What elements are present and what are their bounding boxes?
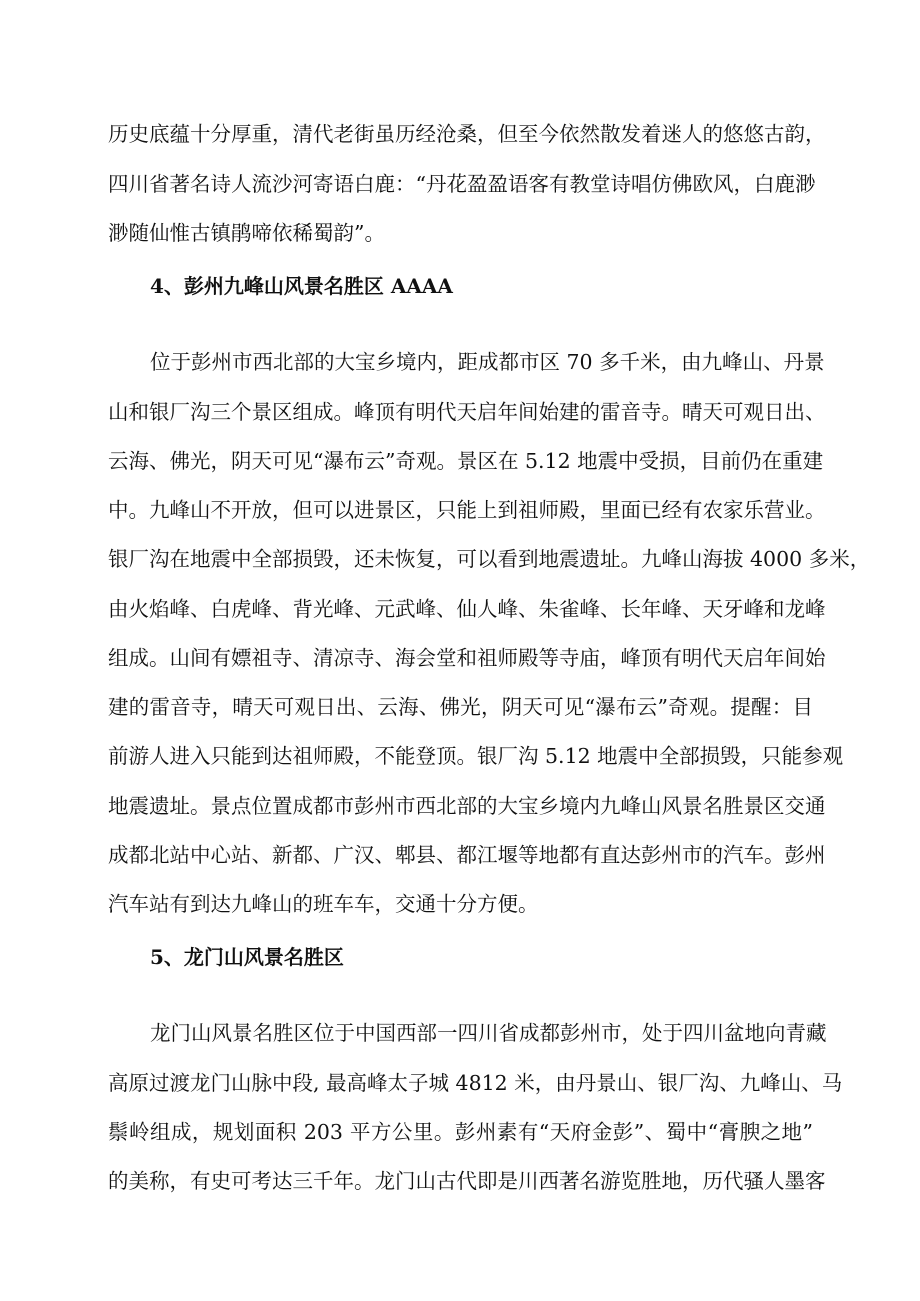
paragraph-line: 前游人进入只能到达祖师殿，不能登顶。银厂沟 5.12 地震中全部损毁，只能参观: [108, 744, 844, 768]
paragraph-line: 位于彭州市西北部的大宝乡境内，距成都市区 70 多千米，由九峰山、丹景: [150, 350, 825, 374]
paragraph-line: 鬃岭组成，规划面积 203 平方公里。彭州素有“天府金彭”、蜀中“膏腴之地”: [108, 1120, 813, 1144]
paragraph-line: 成都北站中心站、新都、广汉、郫县、都江堰等地都有直达彭州市的汽车。彭州: [108, 843, 826, 867]
paragraph-line: 四川省著名诗人流沙河寄语白鹿：“丹花盈盈语客有教堂诗唱仿佛欧风，白鹿渺: [108, 172, 816, 196]
paragraph-line: 中。九峰山不开放，但可以进景区，只能上到祖师殿，里面已经有农家乐营业。: [108, 498, 826, 522]
paragraph-line: 组成。山间有嫖祖寺、清凉寺、海会堂和祖师殿等寺庙，峰顶有明代天启年间始: [108, 646, 826, 670]
section-heading-4: 4、彭州九峰山风景名胜区 AAAA: [150, 274, 453, 298]
paragraph-line: 云海、佛光，阴天可见“瀑布云”奇观。景区在 5.12 地震中受损，目前仍在重建: [108, 449, 824, 473]
paragraph-line: 银厂沟在地震中全部损毁，还未恢复，可以看到地震遗址。九峰山海拔 4000 多米，: [108, 547, 871, 571]
paragraph-line: 高原过渡龙门山脉中段, 最高峰太子城 4812 米，由丹景山、银厂沟、九峰山、马: [108, 1071, 843, 1095]
paragraph-line: 汽车站有到达九峰山的班车车，交通十分方便。: [108, 892, 539, 916]
section-heading-5: 5、龙门山风景名胜区: [150, 945, 344, 969]
paragraph-line: 山和银厂沟三个景区组成。峰顶有明代天启年间始建的雷音寺。晴天可观日出、: [108, 400, 826, 424]
paragraph-line: 历史底蕴十分厚重，清代老街虽历经沧桑，但至今依然散发着迷人的悠悠古韵，: [108, 122, 826, 146]
paragraph-line: 由火焰峰、白虎峰、背光峰、元武峰、仙人峰、朱雀峰、长年峰、天牙峰和龙峰: [108, 597, 826, 621]
paragraph-line: 的美称，有史可考达三千年。龙门山古代即是川西著名游览胜地，历代骚人墨客: [108, 1169, 826, 1193]
paragraph-line: 建的雷音寺，晴天可观日出、云海、佛光，阴天可见“瀑布云”奇观。提醒：目: [108, 695, 813, 719]
paragraph-line: 地震遗址。景点位置成都市彭州市西北部的大宝乡境内九峰山风景名胜景区交通: [108, 794, 826, 818]
paragraph-line: 龙门山风景名胜区位于中国西部一四川省成都彭州市，处于四川盆地向青藏: [150, 1021, 827, 1045]
paragraph-line: 渺随仙惟古镇鹃啼依稀蜀韵”。: [108, 221, 385, 245]
